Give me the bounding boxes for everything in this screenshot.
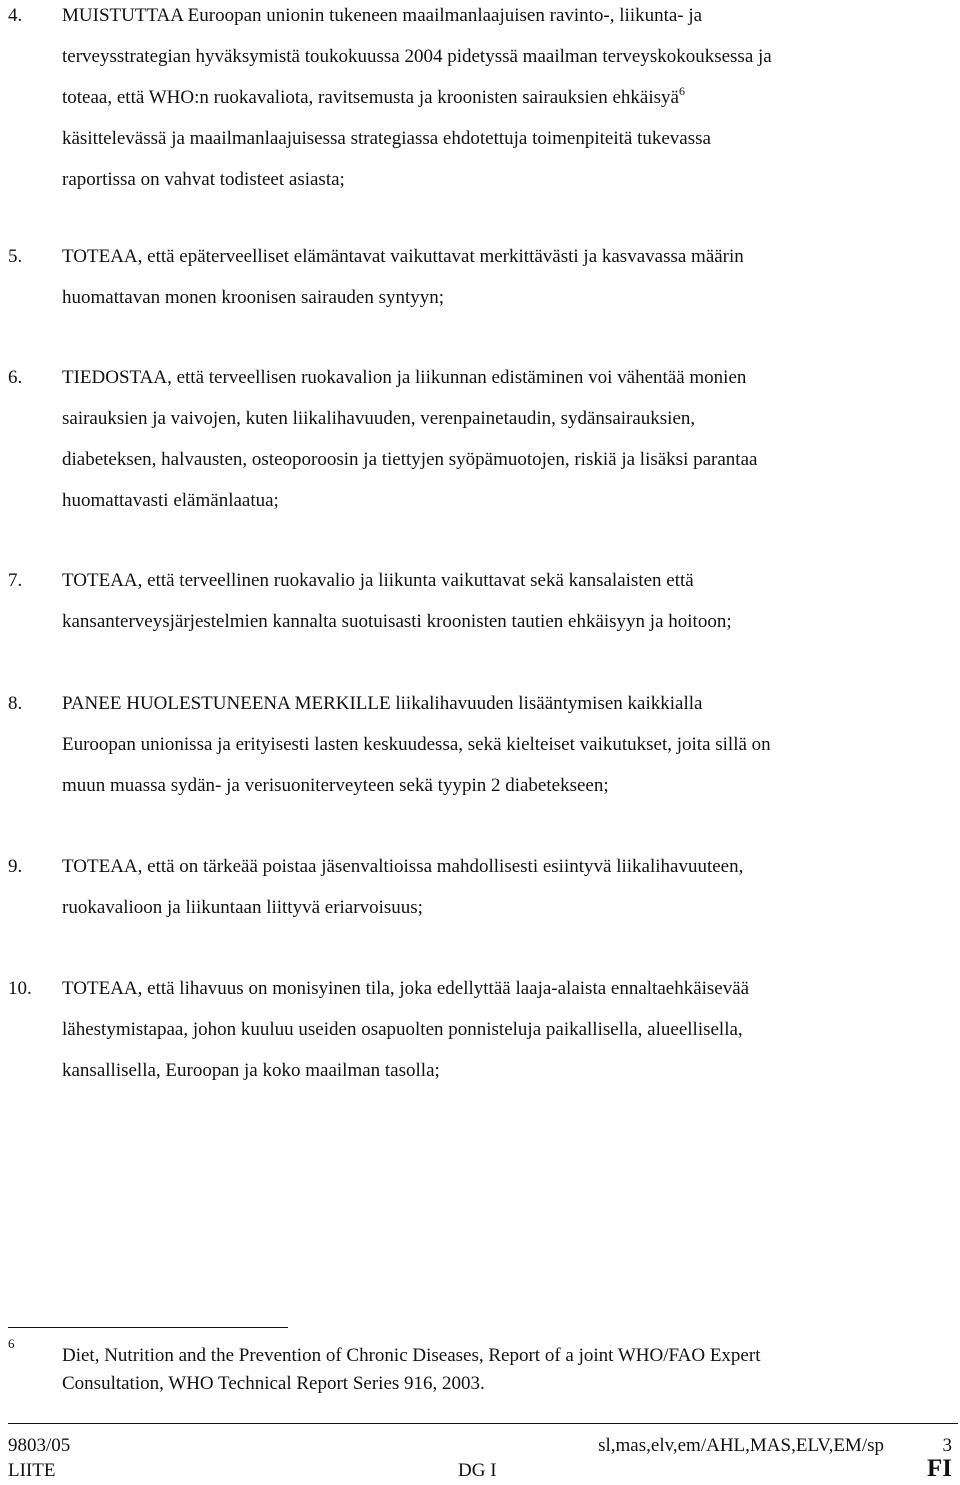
text-line (62, 77, 942, 118)
text-line: huomattavan monen kroonisen sairauden syntyyn; (62, 287, 445, 308)
footnote-line: Diet, Nutrition and the Prevention of Chronic Diseases, Report of a joint WHO/FAO Expert (62, 1345, 761, 1366)
footnote-text (62, 1342, 760, 1398)
paragraph-text (62, 683, 942, 806)
paragraph-text (62, 560, 942, 642)
text-line: TIEDOSTAA, että terveellisen ruokavalion ja liikunnan edistäminen voi vähentää monien (62, 367, 747, 388)
text-line: Euroopan unionissa ja erityisesti lasten keskuudessa, sekä kielteiset vaikutukset, joita sillä on (62, 734, 771, 755)
paragraph-number: 9. (8, 856, 23, 877)
text-line: TOTEAA, että terveellinen ruokavalio ja liikunta vaikuttavat sekä kansalaisten että (62, 570, 694, 591)
text-line: lähestymistapaa, johon kuuluu useiden osapuolten ponnisteluja paikallisella, alueellisella, (62, 1019, 743, 1040)
paragraph-number: 10. (8, 978, 32, 999)
footnote-marker: 6 (8, 1336, 15, 1351)
text-line: huomattavasti elämänlaatua; (62, 490, 279, 511)
footer-page-number: 3 (942, 1435, 952, 1456)
paragraph-text (62, 357, 942, 521)
footer-annex: LIITE (8, 1460, 56, 1481)
footnote-separator (8, 1327, 288, 1328)
text-line: ruokavalioon ja liikuntaan liittyvä eriarvoisuus; (62, 897, 423, 918)
text-line: TOTEAA, että epäterveelliset elämäntavat vaikuttavat merkittävästi ja kasvavassa määrin (62, 246, 744, 267)
text-line-content: toteaa, että WHO:n ruokavaliota, ravitsemusta ja kroonisten sairauksien ehkäisyä (62, 87, 679, 108)
footnote-line: Consultation, WHO Technical Report Series 916, 2003. (62, 1373, 485, 1394)
paragraph-number: 8. (8, 693, 23, 714)
paragraph-text (62, 236, 942, 318)
text-line: sairauksien ja vaivojen, kuten liikalihavuuden, verenpainetaudin, sydänsairauksien, (62, 408, 696, 429)
paragraph-number: 4. (8, 5, 23, 26)
footer-dg: DG I (458, 1460, 497, 1481)
text-line: PANEE HUOLESTUNEENA MERKILLE liikalihavuuden lisääntymisen kaikkialla (62, 693, 703, 714)
paragraph-number: 7. (8, 570, 23, 591)
text-line: TOTEAA, että on tärkeää poistaa jäsenvaltioissa mahdollisesti esiintyvä liikalihavuuteen, (62, 856, 744, 877)
footer-language-code: FI (927, 1455, 952, 1482)
paragraph-text (62, 846, 942, 928)
paragraph-text (62, 968, 942, 1091)
paragraph-text (62, 0, 942, 200)
text-line: diabeteksen, halvausten, osteoporoosin ja tiettyjen syöpämuotojen, riskiä ja lisäksi parantaa (62, 449, 758, 470)
text-line: MUISTUTTAA Euroopan unionin tukeneen maailmanlaajuisen ravinto-, liikunta- ja (62, 5, 703, 26)
footer-separator (8, 1423, 958, 1424)
text-line: terveysstrategian hyväksymistä toukokuussa 2004 pidetyssä maailman terveyskokouksessa ja (62, 46, 772, 67)
text-line: raportissa on vahvat todisteet asiasta; (62, 169, 345, 190)
text-line: muun muassa sydän- ja verisuoniterveyteen sekä tyypin 2 diabetekseen; (62, 775, 609, 796)
text-line: käsittelevässä ja maailmanlaajuisessa strategiassa ehdotettuja toimenpiteitä tukevassa (62, 128, 711, 149)
paragraph-number: 5. (8, 246, 23, 267)
footer-doc-number: 9803/05 (8, 1435, 71, 1456)
text-line: kansallisella, Euroopan ja koko maailman tasolla; (62, 1060, 440, 1081)
paragraph-number: 6. (8, 367, 23, 388)
text-line: kansanterveysjärjestelmien kannalta suotuisasti kroonisten tautien ehkäisyyn ja hoitoon; (62, 611, 732, 632)
text-line: TOTEAA, että lihavuus on monisyinen tila, joka edellyttää laaja-alaista ennaltaehkäisevää (62, 978, 750, 999)
footer-reference: sl,mas,elv,em/AHL,MAS,ELV,EM/sp (598, 1435, 884, 1456)
footnote-reference[interactable]: 6 (678, 84, 685, 98)
